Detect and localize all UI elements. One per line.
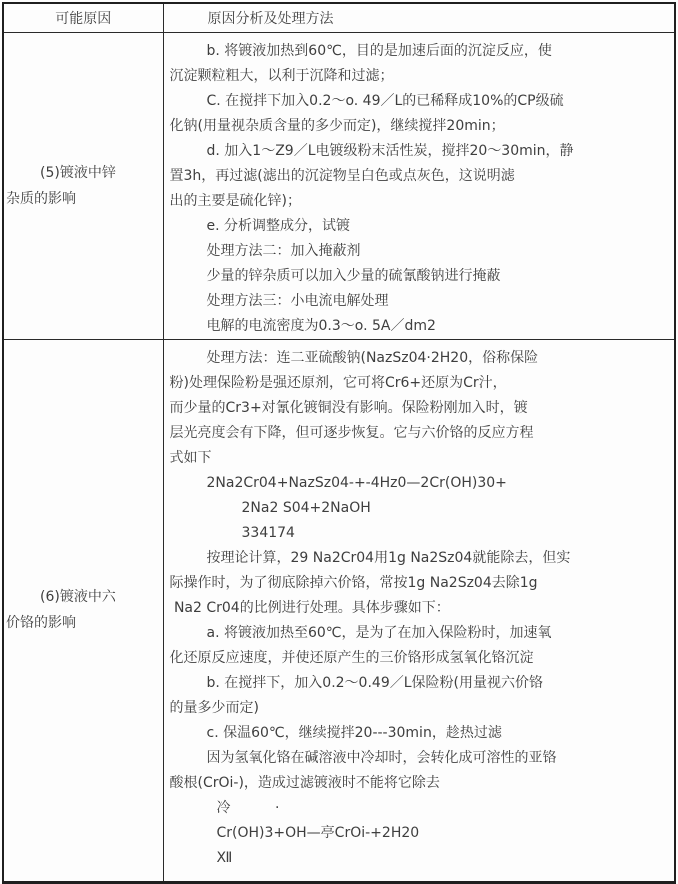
analysis-line: C. 在搅拌下加入0.2～o. 49／L的已稀释成10%的CP级硫	[206, 92, 564, 109]
table-row	[3, 339, 675, 882]
analysis-line: 化钠(用量视杂质含量的多少而定)，继续搅拌20min；	[169, 117, 505, 134]
analysis-line: 2Na2Cr04+NazSz04-+-4Hz0—2Cr(OH)30+	[206, 474, 507, 491]
analysis-line: Na2 Cr04的比例进行处理。具体步骤如下：	[169, 599, 450, 616]
analysis-line: 因为氢氧化铬在碱溶液中冷却时，会转化成可溶性的亚铬	[206, 749, 557, 766]
analysis-line: 处理方法：连二亚硫酸钠(NazSz04·2H20，俗称保险	[206, 349, 539, 366]
analysis-line: d. 加入1～Z9／L电镀级粉末活性炭，搅拌20～30min，静	[206, 142, 574, 159]
analysis-line: 冷 ·	[216, 799, 280, 816]
analysis-line: 处理方法三：小电流电解处理	[206, 292, 389, 309]
cause-label-line: (5)镀液中锌	[40, 164, 116, 181]
analysis-line: 化还原反应速度，并使还原产生的三价铬形成氢氧化铬沉淀	[169, 649, 534, 666]
analysis-line: 而少量的Cr3+对氰化镀铜没有影响。保险粉刚加入时，镀	[169, 399, 528, 416]
analysis-line: b. 在搅拌下，加入0.2～0.49／L保险粉(用量视六价铬	[206, 674, 543, 691]
analysis-line: 际操作时，为了彻底除掉六价铬，常按1g Na2Sz04去除1g	[169, 574, 538, 591]
analysis-line: Cr(OH)3+OH—亭CrOi-+2H20	[216, 824, 420, 841]
analysis-line: 沉淀颗粒粗大，以利于沉降和过滤；	[169, 67, 394, 84]
analysis-line: 酸根(CrOi-)，造成过滤镀液时不能将它除去	[169, 774, 440, 791]
cause-cell	[3, 32, 163, 339]
analysis-line: b. 将镀液加热到60℃，目的是加速后面的沉淀反应，使	[206, 42, 552, 59]
cause-treatment-table	[2, 2, 676, 884]
analysis-line: 出的主要是硫化锌)；	[169, 192, 301, 209]
analysis-line: c. 保温60℃，继续搅拌20---30min，趁热过滤	[206, 724, 502, 741]
cause-label-line: 杂质的影响	[6, 190, 76, 207]
table-header-row	[3, 3, 675, 32]
analysis-line: 粉)处理保险粉是强还原剂，它可将Cr6+还原为Cr汁，	[169, 374, 507, 391]
cause-label-line: 价铬的影响	[6, 615, 76, 631]
analysis-cell	[163, 32, 675, 339]
table-row	[3, 32, 675, 339]
analysis-line: 处理方法二：加入掩蔽剂	[206, 242, 361, 259]
analysis-line: 按理论计算，29 Na2Cr04用1g Na2Sz04就能除去，但实	[206, 549, 571, 566]
cause-cell	[3, 339, 163, 882]
analysis-line: Ⅻ	[216, 849, 233, 866]
analysis-line: a. 将镀液加热至60℃，是为了在加入保险粉时，加速氧	[206, 624, 552, 641]
header-cell-analysis: 原因分析及处理方法	[163, 3, 675, 32]
analysis-line: 的量多少而定)	[169, 699, 259, 716]
analysis-line: 层光亮度会有下降，但可逐步恢复。它与六价铬的反应方程	[169, 424, 534, 441]
analysis-line: 式如下	[169, 449, 212, 466]
analysis-line: 电解的电流密度为0.3～o. 5A／dm2	[206, 317, 436, 334]
analysis-line: 2Na2 S04+2NaOH	[241, 499, 371, 516]
header-cell-cause: 可能原因	[3, 3, 163, 32]
analysis-line: e. 分析调整成分，试镀	[206, 217, 351, 234]
analysis-cell	[163, 339, 675, 882]
analysis-line: 置3h，再过滤(滤出的沉淀物呈白色或点灰色，这说明滤	[169, 167, 515, 184]
cause-label-line: (6)镀液中六	[40, 589, 116, 605]
analysis-line: 少量的锌杂质可以加入少量的硫氰酸钠进行掩蔽	[206, 267, 501, 284]
analysis-line: 334174	[241, 524, 295, 541]
